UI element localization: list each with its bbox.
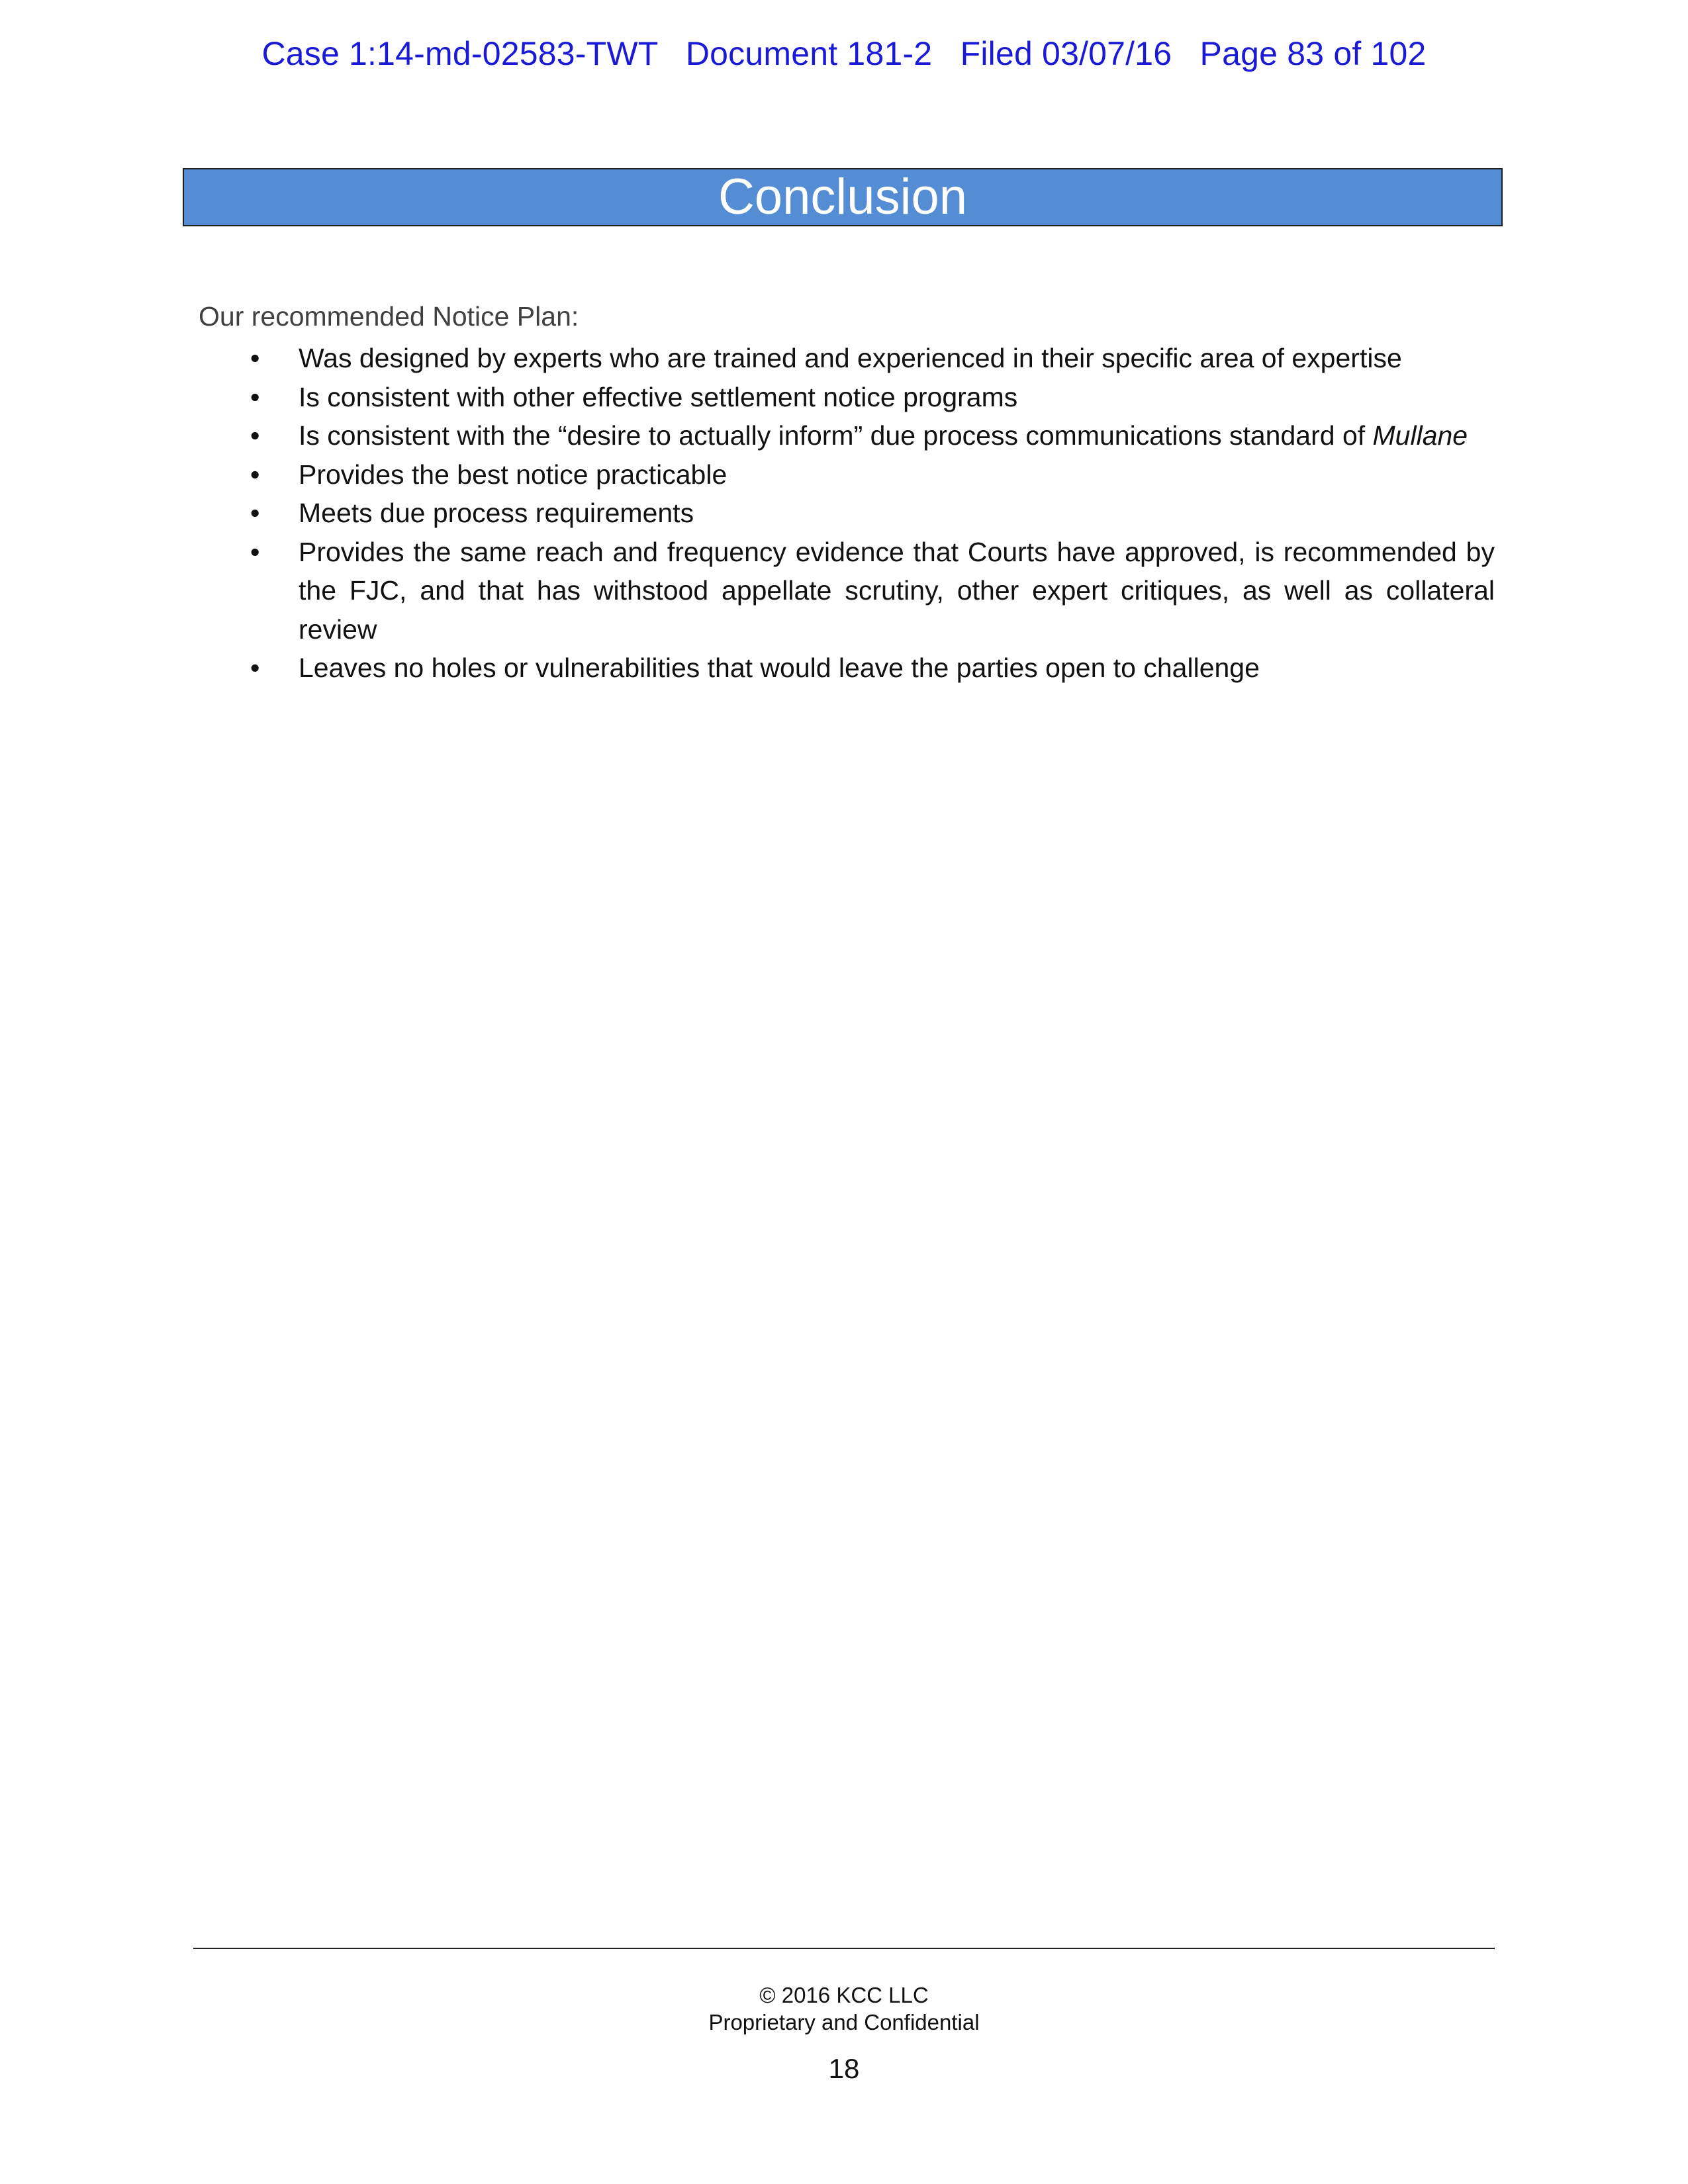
list-item-text: Was designed by experts who are trained and experienced in their specific area of expertise [299, 343, 1402, 373]
list-item-text: Provides the best notice practicable [299, 459, 727, 490]
footer-confidential: Proprietary and Confidential [708, 2010, 980, 2034]
page-number: 18 [828, 2053, 860, 2084]
bullet-icon: • [250, 420, 260, 451]
footer-copyright: © 2016 KCC LLC [759, 1983, 929, 2007]
list-item [0, 339, 1495, 378]
list-item-text-main: Is consistent with the “desire to actually inform” due process communications standard of [299, 420, 1373, 451]
list-item-text: Meets due process requirements [299, 498, 694, 528]
intro-text: Our recommended Notice Plan: [199, 301, 579, 332]
bullet-icon: • [250, 536, 260, 567]
list-item-text: Leaves no holes or vulnerabilities that would leave the parties open to challenge [299, 653, 1260, 683]
section-title: Conclusion [718, 169, 967, 225]
list-item [0, 533, 1495, 649]
bullet-icon: • [250, 381, 260, 412]
list-item [0, 494, 1495, 533]
list-item [0, 416, 1495, 455]
bullet-list [0, 339, 1688, 688]
list-item-text [299, 420, 1468, 451]
list-item [0, 649, 1495, 688]
case-header: Case 1:14-md-02583-TWT Document 181-2 Filed 03/07/16 Page 83 of 102 [261, 35, 1427, 72]
section-title-bar [183, 168, 1503, 226]
bullet-icon: • [250, 498, 260, 528]
list-item [0, 378, 1495, 417]
case-name-emphasis: Mullane [1372, 420, 1468, 451]
footer-divider [193, 1948, 1495, 1949]
list-item [0, 455, 1495, 494]
list-item-text: Is consistent with other effective settlement notice programs [299, 381, 1018, 412]
bullet-icon: • [250, 653, 260, 683]
list-item-text: Provides the same reach and frequency evidence that Courts have approved, is recommended by the FJC, and that has withstood appellate scrutiny, other expert critiques, as well as collateral review [299, 536, 1495, 645]
bullet-icon: • [250, 343, 260, 373]
bullet-icon: • [250, 459, 260, 490]
